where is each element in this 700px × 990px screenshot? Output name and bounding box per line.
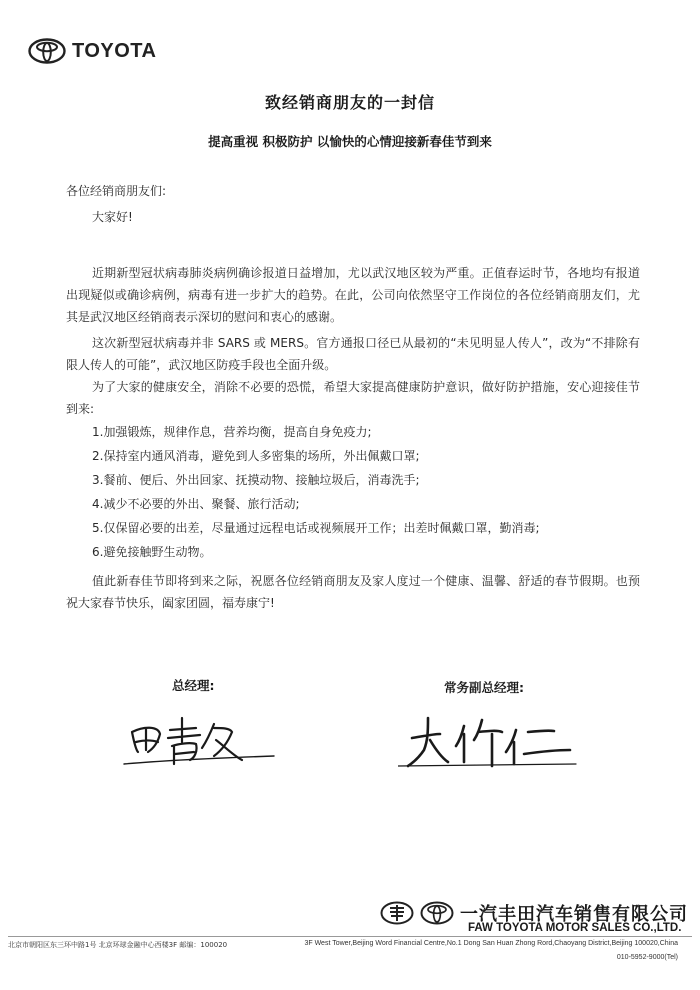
measures-list [92,420,540,564]
company-name-cn: 一汽丰田汽车销售有限公司 [460,904,688,925]
telephone: 010-5952-9000(Tel) [616,954,678,961]
address-en: 3F West Tower,Beijing Word Financial Centre,No.1 Dong San Huan Zhong Rord,Chaoyang District,Beijing 100020,China [304,940,678,947]
paragraph: 近期新型冠状病毒肺炎病例确诊报道日益增加，尤以武汉地区较为严重。正值春运时节，各地均有报道出现疑似或确诊病例，病毒有进一步扩大的趋势。在此，公司向依然坚守工作岗位的各位经销商朋友们，尤其是武汉地区经销商表示深切的慰问和衷心的感谢。 [66,266,640,324]
toyota-emblem-icon [28,38,66,64]
toyota-emblem-icon [420,901,454,925]
gm-label: 总经理: [172,678,215,693]
vgm-signature [398,704,578,774]
vgm-label: 常务副总经理: [444,680,524,695]
brand-name: TOYOTA [72,39,157,62]
list-item: 1.加强锻炼，规律作息，营养均衡，提高自身免疫力; [92,425,372,439]
greeting: 大家好! [92,210,133,224]
faw-emblem-icon [380,901,414,925]
footer-divider [8,936,692,937]
salutation: 各位经销商朋友们: [66,184,167,198]
header-logo [28,38,156,64]
list-item: 6.避免接触野生动物。 [92,545,212,559]
paragraph: 这次新型冠状病毒并非 SARS 或 MERS。官方通报口径已从最初的“未见明显人传人”，改为“不排除有限人传人的可能”，武汉地区防疫手段也全面升级。 [66,336,640,372]
letter-subtitle: 提高重视 积极防护 以愉快的心情迎接新春佳节到来 [208,134,492,149]
closing-paragraph: 值此新春佳节即将到来之际，祝愿各位经销商朋友及家人度过一个健康、温馨、舒适的春节假期。也预祝大家春节快乐，阖家团圆，福寿康宁! [66,574,640,610]
address-cn: 北京市朝阳区东三环中路1号 北京环球金融中心西楼3F 邮编：100020 [8,941,228,949]
list-item: 5.仅保留必要的出差，尽量通过远程电话或视频展开工作；出差时佩戴口罩，勤消毒; [92,521,540,535]
list-item: 3.餐前、便后、外出回家、抚摸动物、接触垃圾后，消毒洗手; [92,473,420,487]
gm-signature [118,702,278,772]
list-item: 4.减少不必要的外出、聚餐、旅行活动; [92,497,300,511]
paragraph: 为了大家的健康安全，消除不必要的恐慌，希望大家提高健康防护意识，做好防护措施，安心迎接佳节到来: [66,380,640,416]
letter-title: 致经销商朋友的一封信 [264,93,435,112]
list-item: 2.保持室内通风消毒，避免到人多密集的场所，外出佩戴口罩; [92,449,420,463]
company-name-en: FAW TOYOTA MOTOR SALES CO.,LTD. [468,922,682,934]
